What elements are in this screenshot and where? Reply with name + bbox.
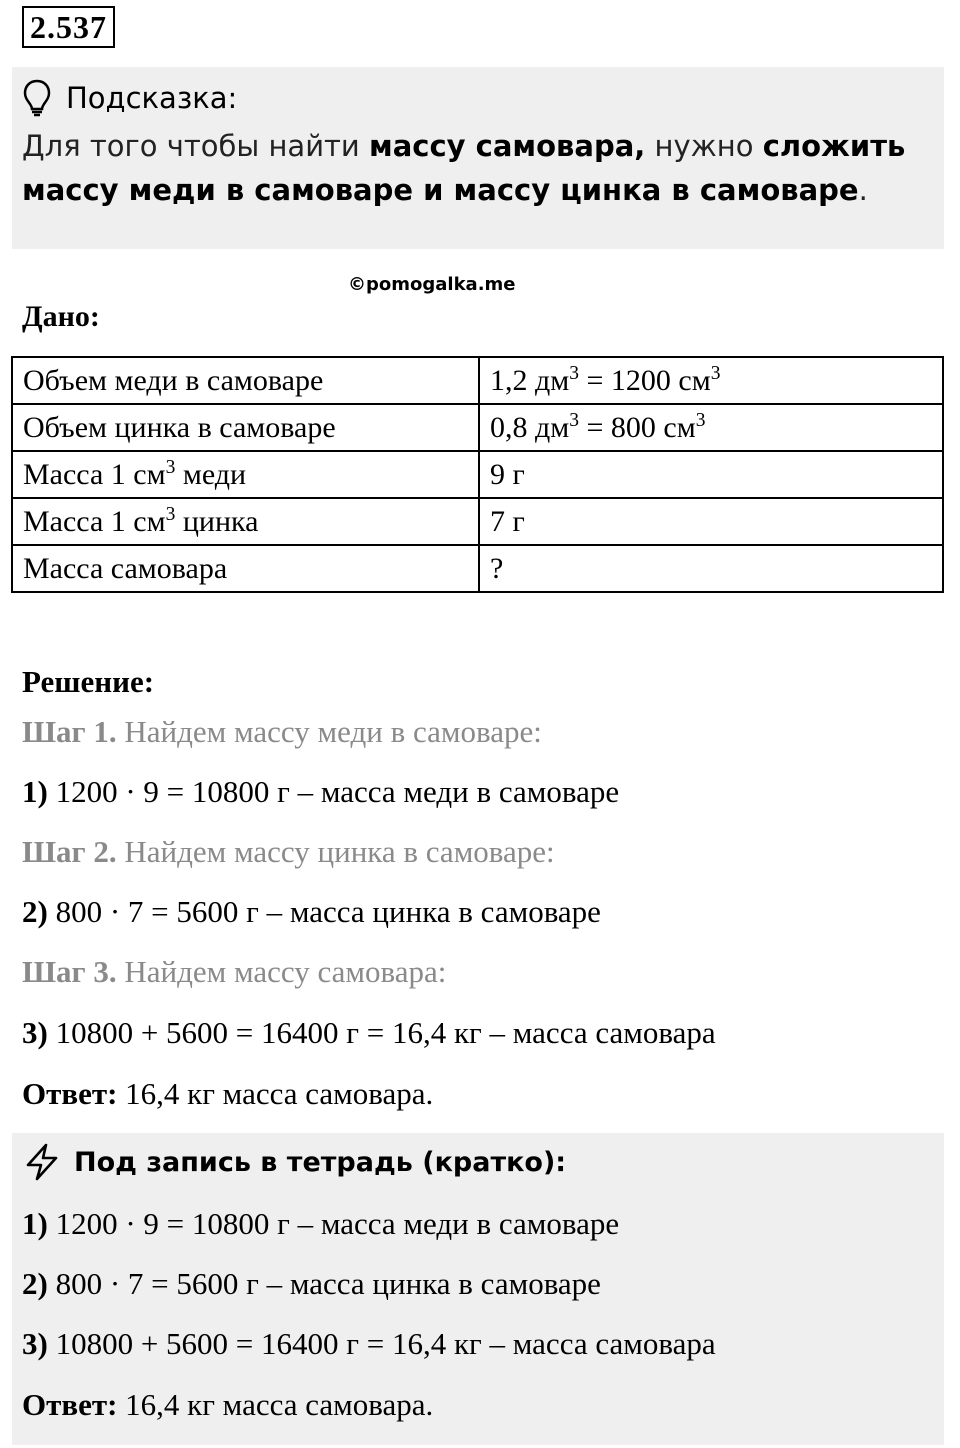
short-calc-3: 3) 10800 + 5600 = 16400 г = 16,4 кг – масса самовара bbox=[22, 1326, 716, 1361]
table-cell-label: Масса 1 $см^3$ цинка bbox=[12, 498, 479, 545]
table-cell-value: 7 г bbox=[479, 498, 943, 545]
solution-title: Решение: bbox=[22, 664, 155, 699]
table-cell-value: 0,8 $дм^3 = 800$ $см^3$ bbox=[479, 404, 943, 451]
step-3: Шаг 3. Найдем массу самовара: bbox=[22, 954, 447, 989]
table-cell-value: 9 г bbox=[479, 451, 943, 498]
short-calc-2: 2) 800 · 7 = 5600 г – масса цинка в самоваре bbox=[22, 1266, 601, 1301]
task-number: 2.537 bbox=[22, 6, 115, 48]
table-row bbox=[12, 498, 943, 545]
step-2: Шаг 2. Найдем массу цинка в самоваре: bbox=[22, 834, 555, 869]
calc-1: 1) 1200 · 9 = 10800 г – масса меди в самоваре bbox=[22, 774, 620, 809]
calc-3: 3) 10800 + 5600 = 16400 г = 16,4 кг – масса самовара bbox=[22, 1015, 716, 1050]
table-cell-value: 1,2 $дм^3 = 1200$ $см^3$ bbox=[479, 357, 943, 404]
table-cell-label: Объем меди в самоваре bbox=[12, 357, 479, 404]
short-title bbox=[22, 1140, 566, 1184]
hint-text: Для того чтобы найти массу самовара, нужно сложить массу меди в самоваре и массу цинка в самоваре. bbox=[22, 129, 906, 207]
given-table bbox=[11, 356, 944, 593]
short-answer: Ответ: 16,4 кг масса самовара. bbox=[22, 1387, 434, 1422]
table-row bbox=[12, 545, 943, 592]
table-cell-label: Масса самовара bbox=[12, 545, 479, 592]
watermark: ©pomogalka.me bbox=[348, 274, 516, 295]
step-1: Шаг 1. Найдем массу меди в самоваре: bbox=[22, 714, 542, 749]
hint-title bbox=[22, 78, 237, 118]
table-row bbox=[12, 357, 943, 404]
table-cell-label: Масса 1 $см^3$ меди bbox=[12, 451, 479, 498]
table-row bbox=[12, 451, 943, 498]
answer: Ответ: 16,4 кг масса самовара. bbox=[22, 1076, 434, 1111]
given-title: Дано: bbox=[22, 300, 100, 333]
lightbulb-icon bbox=[22, 79, 52, 117]
short-calc-1: 1) 1200 · 9 = 10800 г – масса меди в самоваре bbox=[22, 1206, 620, 1241]
table-cell-value: ? bbox=[479, 545, 943, 592]
table-row bbox=[12, 404, 943, 451]
short-title-text: Под запись в тетрадь (кратко): bbox=[74, 1146, 567, 1178]
calc-2: 2) 800 · 7 = 5600 г – масса цинка в самоваре bbox=[22, 894, 601, 929]
table-cell-label: Объем цинка в самоваре bbox=[12, 404, 479, 451]
lightning-icon bbox=[22, 1142, 62, 1182]
hint-title-text: Подсказка: bbox=[66, 81, 238, 115]
